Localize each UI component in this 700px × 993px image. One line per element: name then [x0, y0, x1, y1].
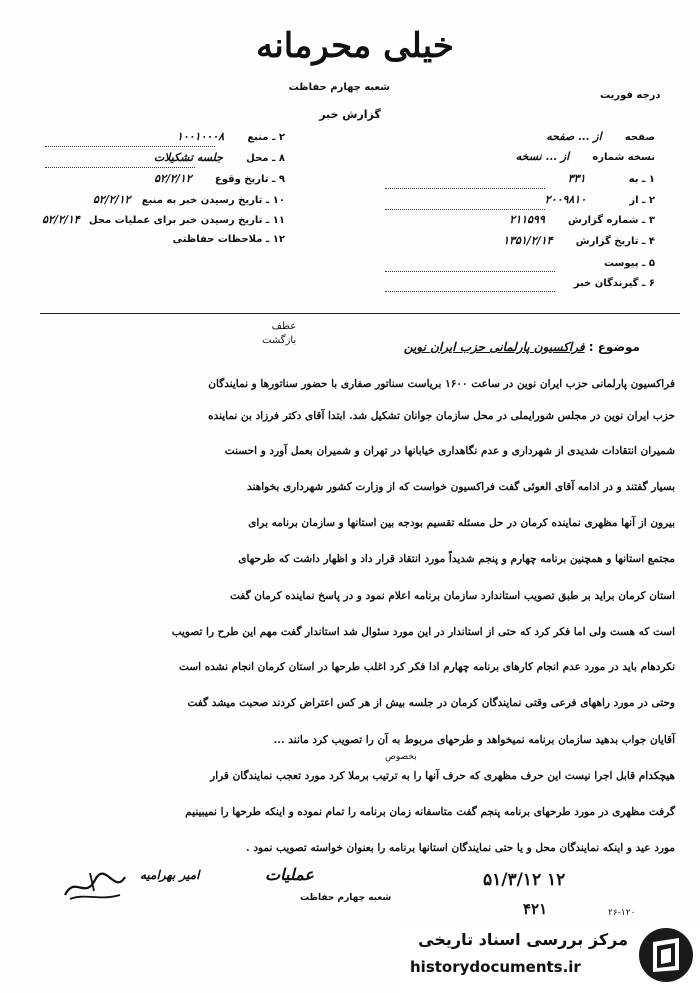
- archive-logo-icon: [637, 926, 695, 984]
- fill-line: [385, 290, 555, 292]
- archive-url[interactable]: historydocuments.ir: [410, 958, 581, 976]
- body-line: بسیار گفتند و در ادامه آقای العوئی گفت فراکسیون خواست که از وزارت کشور شهرداری بخواهند: [247, 481, 675, 493]
- priority-label: درجه فوریت: [600, 90, 661, 101]
- right-field-page: صفحه از ... صفحه: [546, 130, 655, 143]
- fill-line: [385, 208, 545, 210]
- middle-signature-caption: شعبه چهارم حفاظت: [300, 893, 392, 903]
- body-line: حزب ایران نوین در مجلس شورایملی در محل سازمان جوانان تشکیل شد. ابتدا آقای دکتر فرزاد بن نماینده: [208, 410, 675, 422]
- left-field-source-date: ۱۰ ـ تاریخ رسیدن خبر به منبع ۵۲/۲/۱۲: [92, 193, 285, 206]
- archive-name: مرکز بررسی اسناد تاریخی: [418, 930, 628, 949]
- stamp-number: ۴۲۱: [523, 900, 548, 918]
- handwritten-insert: بخصوص: [385, 752, 417, 762]
- left-field-place: ۸ ـ محل جلسه تشکیلات: [153, 151, 285, 164]
- left-field-source: ۲ ـ منبع ۱۰۰۱۰۰۰۸: [176, 130, 285, 143]
- left-field-ops-date: ۱۱ ـ تاریخ رسیدن خبر برای عملیات محل ۵۲/۲/۱۴: [42, 213, 285, 226]
- body-line: است که هست ولی اما فکر کرد که حتی از استاندار در این مورد سئوال شد استاندار گفت مهم این طرح را تصویب: [171, 626, 675, 638]
- right-field-copy: نسخه شماره از ... نسخه: [515, 150, 655, 163]
- archive-footer: [400, 922, 700, 993]
- department-label: شعبه چهارم حفاظت: [288, 82, 390, 93]
- body-line: مورد عید و اینکه نمایندگان محل و یا حتی نمایندگان استانها برنامه را بعنوان خواسته تصویب نمود .: [246, 842, 675, 854]
- fill-line: [45, 166, 195, 168]
- stamp-code: ۲۶-۱۲۰: [608, 908, 636, 918]
- right-field-report-date: ۴ ـ تاریخ گزارش ۱۳۵۱/۲/۱۴: [503, 234, 655, 247]
- body-line: استان کرمان براید بر طبق تصویب استاندارد سازمان برنامه اعلام نمود و در پاسخ نماینده کرمان گفت: [229, 590, 675, 602]
- body-line: آقایان جواب بدهید سازمان برنامه نمیخواهد و طرحهای مربوط به آن را تصویب کرد مانند ...: [273, 734, 675, 746]
- right-field-to: ۱ ـ به ۳۳۱: [567, 172, 655, 185]
- subject-line: موضوع : فراکسیون پارلمانی حزب ایران نوین: [403, 340, 640, 354]
- fill-line: [385, 270, 555, 272]
- right-field-report-number: ۳ ـ شماره گزارش ۲۱۱۵۹۹: [509, 213, 655, 226]
- body-line: مجتمع استانها و همچنین برنامه چهارم و پنجم شدیداً مورد انتقاد قرار داد و اظهار داشت که طرحهای: [238, 553, 675, 565]
- right-field-from: ۲ ـ از ۲۰۰۹۸۱۰: [544, 193, 655, 206]
- handwritten-signature: [60, 865, 130, 905]
- middle-signature: عملیات: [265, 865, 314, 884]
- fill-line: [385, 187, 545, 189]
- body-line: فراکسیون پارلمانی حزب ایران نوین در ساعت ۱۶۰۰ بریاست سناتور صفاری با حضور سناتورها و نمایندگان: [208, 378, 675, 390]
- stamp-date: ۵۱/۳/۱۲ ۱۲: [483, 870, 566, 890]
- signer-name: امیر بهرامیه: [140, 868, 200, 882]
- right-field-recipients: ۶ ـ گیرندگان خبر: [573, 278, 655, 289]
- body-line: شمیران انتقادات شدیدی از شهرداری و عدم نگاهداری خیابانها در تهران و شمیران بعمل آورد و احسنت: [224, 445, 675, 457]
- body-line: هیچکدام قابل اجرا نیست این حرف مظهری که حرف آنها را به ترتیب برملا کرد مورد تعجب نمایندگان قرار: [210, 770, 675, 782]
- fill-line: [45, 145, 215, 147]
- report-title: گزارش خبر: [319, 108, 381, 121]
- right-field-attachment: ۵ ـ پیوست: [603, 258, 655, 269]
- body-line: گرفت مظهری در مورد طرحهای برنامه پنجم گفت متاسفانه زمان برنامه را تمام نموده و اینکه طرحها را نمیبینیم: [185, 806, 675, 818]
- left-field-notes: ۱۲ ـ ملاحظات حفاظتی: [172, 234, 285, 245]
- body-line: وحتی در مورد راههای فرعی وقتی نمایندگان کرمان در جلسه بیش از هر کس اعتراض کردند صحبت میشد گفت: [187, 697, 675, 709]
- body-line: بیرون از آنها مظهری نماینده کرمان در حل مسئله تقسیم بودجه بین استانها و سازمان برنامه برای: [248, 517, 675, 529]
- left-field-event-date: ۹ ـ تاریخ وقوع ۵۲/۲/۱۲: [154, 172, 285, 185]
- classification-stamp: خیلی محرمانه: [256, 26, 454, 66]
- section-divider: [40, 313, 680, 314]
- body-line: نکردهام باید در مورد عدم انجام کارهای برنامه چهارم ادا فکر کرد اغلب طرحها در استان کرمان انجام نشده است: [179, 661, 675, 673]
- reference-note: عطف بازگشت: [262, 321, 297, 346]
